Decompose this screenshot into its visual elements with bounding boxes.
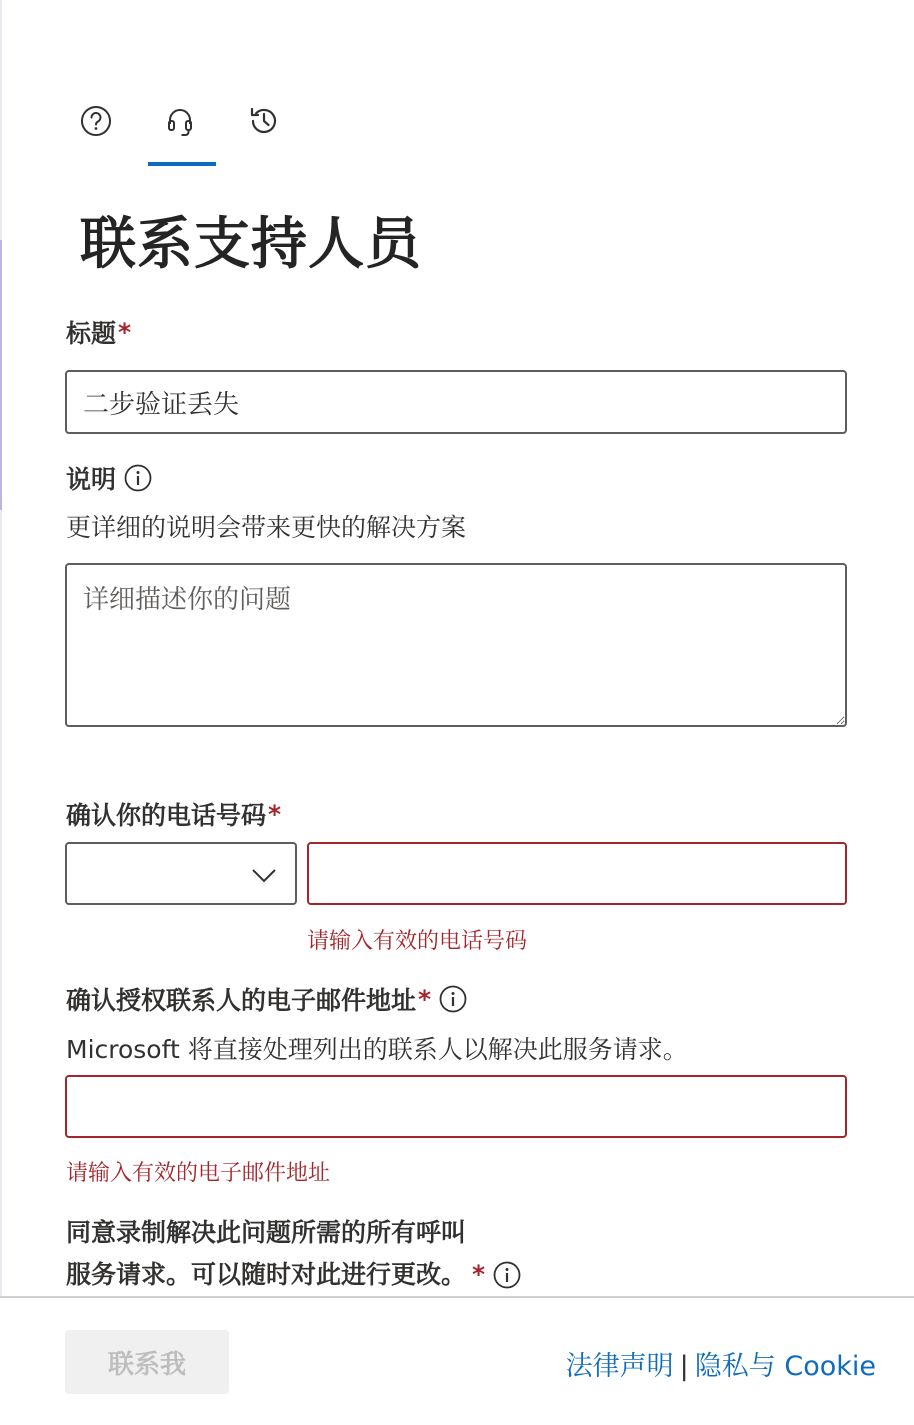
email-helper: Microsoft 将直接处理列出的联系人以解决此服务请求。 bbox=[66, 1035, 688, 1064]
consent-line-1: 同意录制解决此问题所需的所有呼叫 bbox=[66, 1218, 467, 1247]
history-icon bbox=[247, 104, 281, 142]
country-code-select[interactable] bbox=[65, 842, 297, 905]
contact-me-button[interactable]: 联系我 bbox=[65, 1330, 229, 1394]
chevron-down-icon bbox=[251, 862, 277, 888]
active-tab-indicator bbox=[148, 162, 216, 166]
tab-history[interactable] bbox=[241, 100, 287, 146]
required-mark: * bbox=[472, 1260, 486, 1289]
required-mark: * bbox=[118, 317, 132, 347]
question-circle-icon bbox=[79, 104, 113, 142]
title-label bbox=[66, 314, 131, 350]
info-icon[interactable] bbox=[439, 985, 467, 1013]
info-icon[interactable] bbox=[124, 464, 152, 492]
consent-line-2 bbox=[66, 1254, 521, 1296]
title-label-text: 标题 bbox=[66, 319, 117, 348]
consent-line-2-text: 服务请求。可以随时对此进行更改。 bbox=[66, 1260, 467, 1289]
email-error: 请输入有效的电子邮件地址 bbox=[66, 1161, 331, 1186]
phone-error: 请输入有效的电话号码 bbox=[307, 929, 528, 954]
page-title: 联系支持人员 bbox=[80, 212, 422, 277]
description-helper: 更详细的说明会带来更快的解决方案 bbox=[66, 513, 467, 542]
tab-help[interactable] bbox=[73, 100, 119, 146]
email-label-text: 确认授权联系人的电子邮件地址 bbox=[66, 986, 417, 1015]
description-label-text: 说明 bbox=[66, 465, 117, 494]
description-label bbox=[66, 460, 152, 496]
description-textarea[interactable] bbox=[65, 563, 847, 727]
link-separator: | bbox=[679, 1351, 689, 1382]
edge-accent bbox=[0, 240, 2, 510]
info-icon[interactable] bbox=[493, 1261, 521, 1289]
tab-contact-support[interactable] bbox=[157, 100, 203, 146]
email-input[interactable] bbox=[65, 1075, 847, 1138]
legal-link[interactable]: 法律声明 bbox=[565, 1351, 674, 1382]
headset-icon bbox=[163, 104, 197, 142]
consent-label bbox=[66, 1212, 521, 1296]
footer bbox=[0, 1298, 914, 1425]
privacy-link[interactable]: 隐私与 Cookie bbox=[694, 1351, 876, 1382]
email-label bbox=[66, 981, 467, 1017]
required-mark: * bbox=[268, 799, 282, 829]
title-input[interactable] bbox=[65, 370, 847, 434]
phone-input[interactable] bbox=[307, 842, 847, 905]
required-mark: * bbox=[418, 984, 432, 1014]
footer-links bbox=[566, 1344, 876, 1383]
phone-label-text: 确认你的电话号码 bbox=[66, 801, 267, 830]
phone-label bbox=[66, 796, 281, 832]
panel-edge bbox=[0, 0, 2, 1425]
